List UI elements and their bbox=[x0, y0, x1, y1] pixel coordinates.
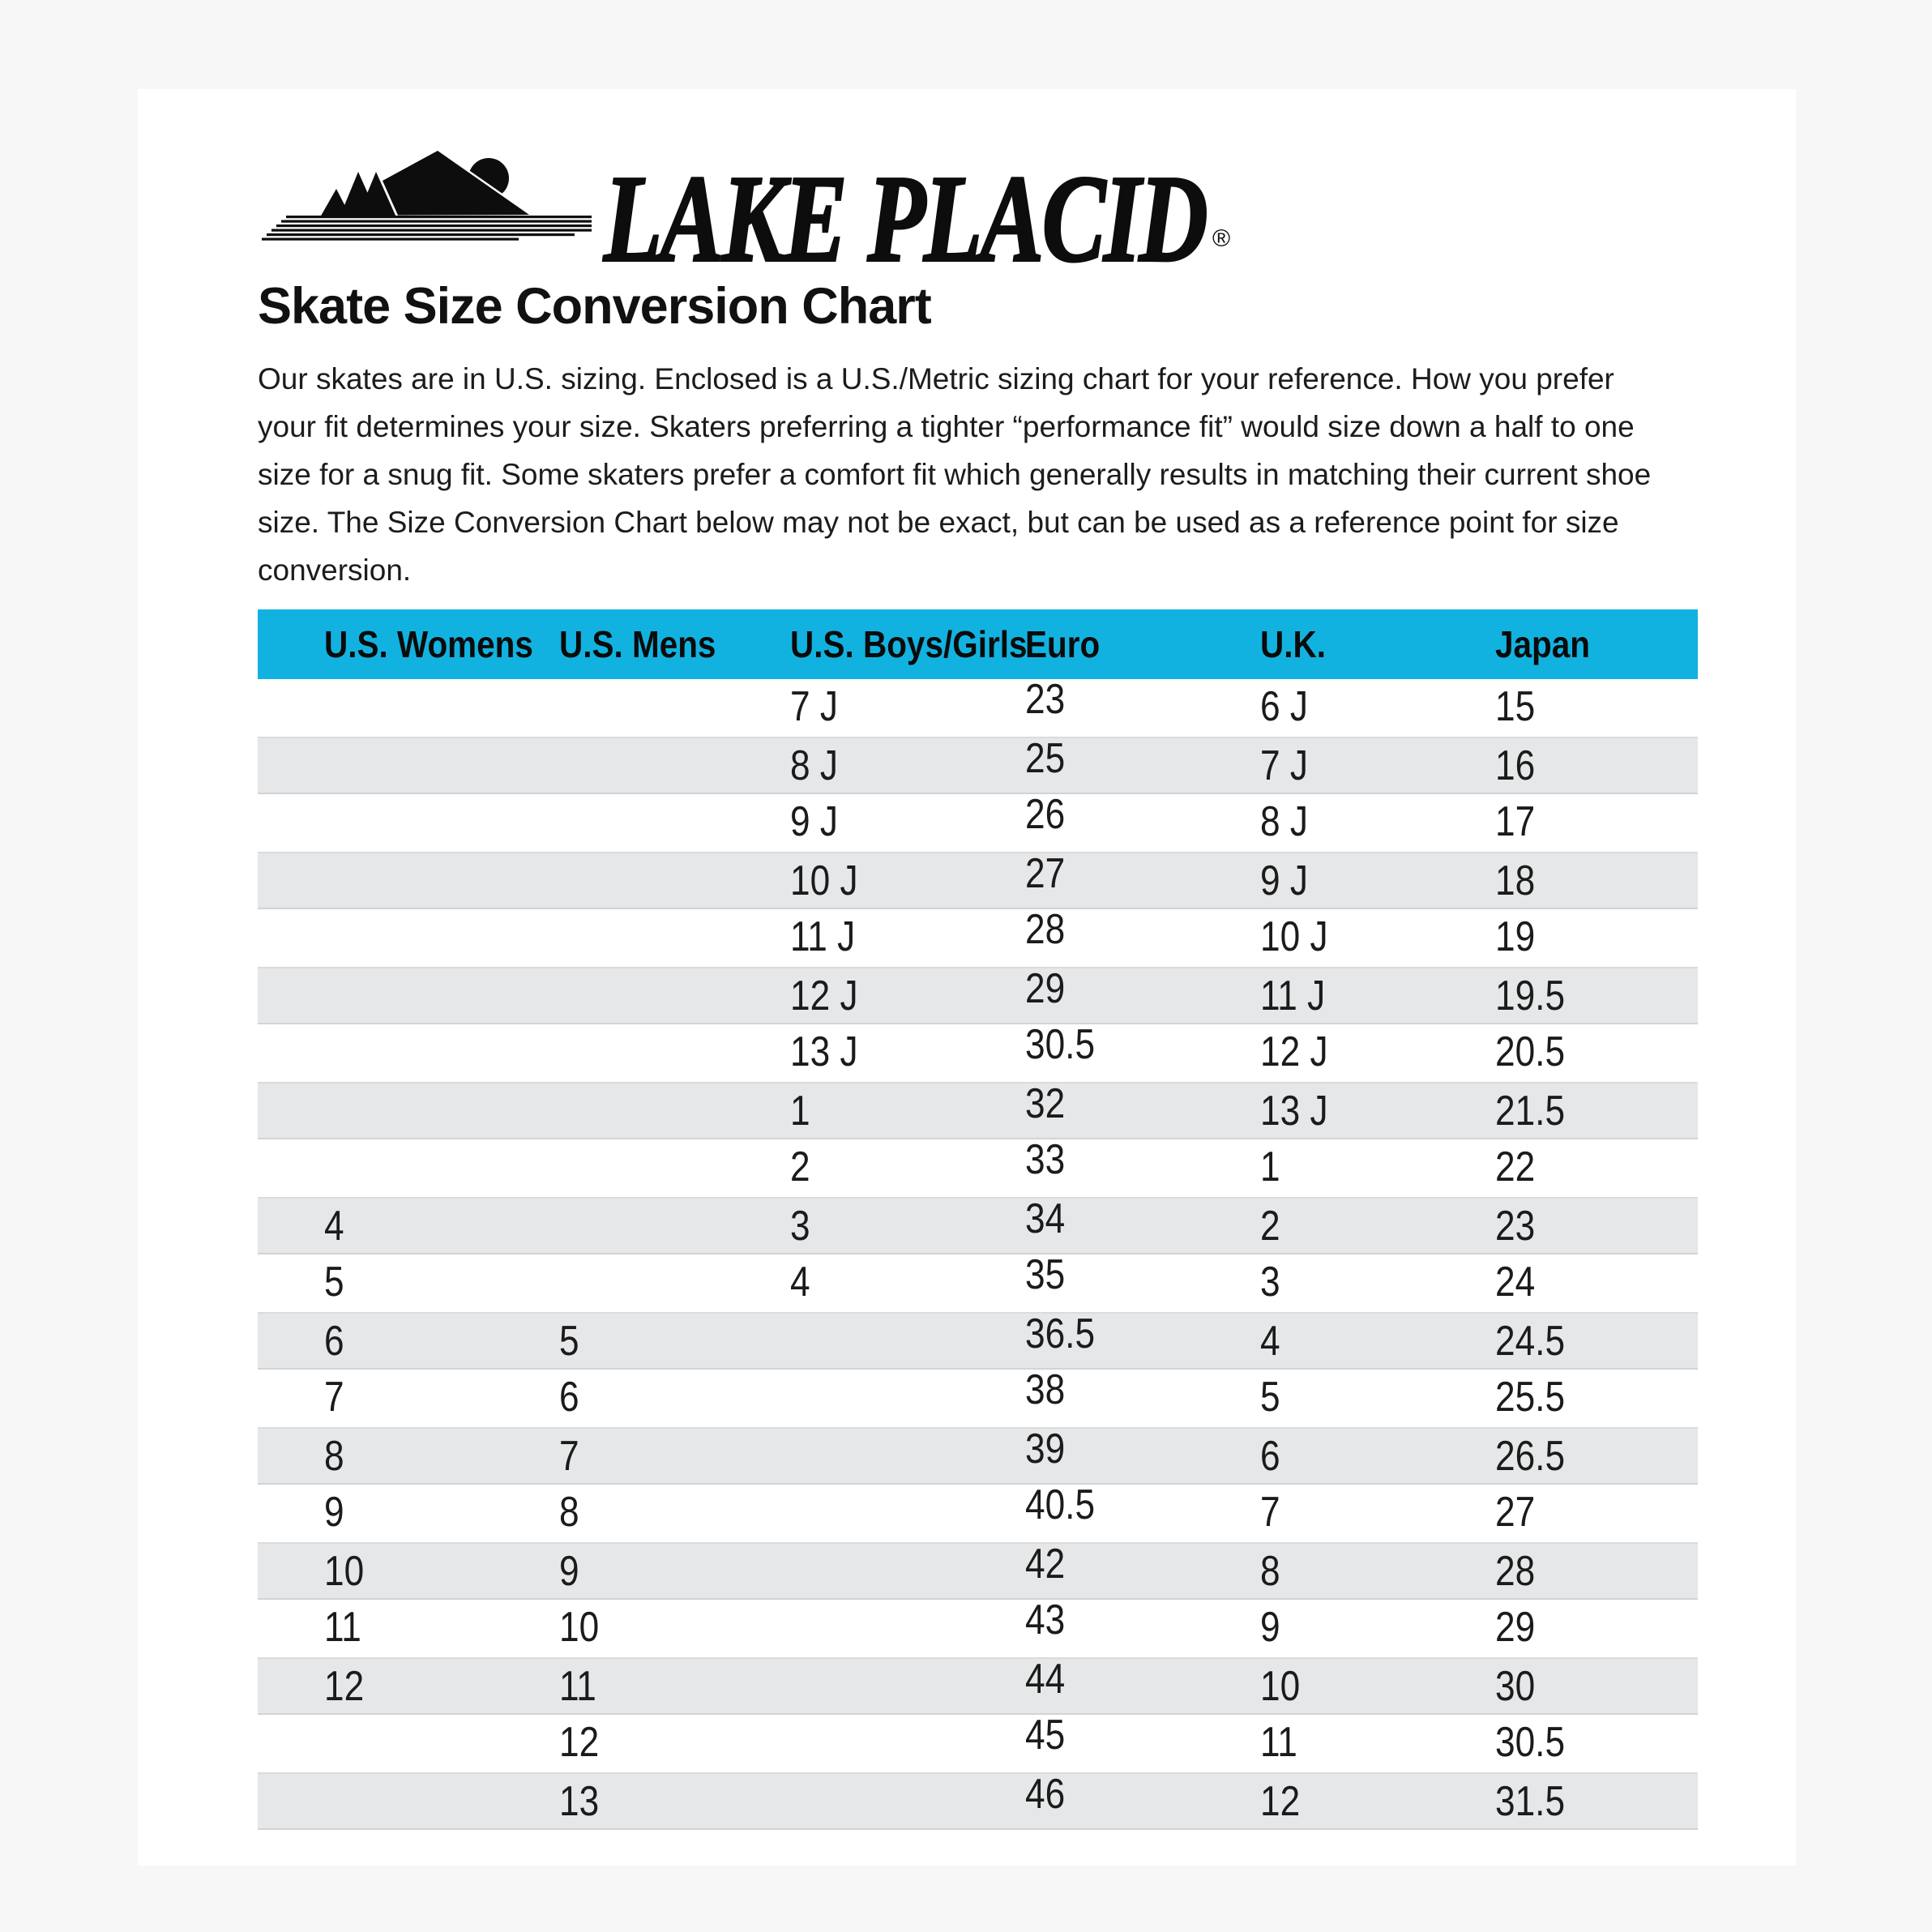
table-cell: 4 bbox=[790, 1259, 810, 1306]
table-cell: 3 bbox=[1260, 1259, 1280, 1306]
table-row bbox=[258, 1251, 1698, 1312]
table-cell: 8 J bbox=[1260, 798, 1308, 845]
table-cell: 29 bbox=[1025, 965, 1066, 1012]
table-cell: 12 J bbox=[790, 972, 858, 1019]
table-cell: 2 bbox=[790, 1143, 810, 1190]
table-row bbox=[258, 1596, 1698, 1657]
table-cell: 8 J bbox=[790, 742, 838, 789]
table-row bbox=[258, 1312, 1698, 1370]
table-cell: 17 bbox=[1495, 798, 1536, 845]
table-cell: 7 bbox=[559, 1433, 579, 1480]
intro-line: size. The Size Conversion Chart below may not be exact, but can be used as a reference point for size bbox=[258, 506, 1619, 539]
table-cell: 5 bbox=[1260, 1374, 1280, 1421]
table-cell: 10 bbox=[324, 1548, 365, 1595]
table-cell: 2 bbox=[1260, 1203, 1280, 1250]
table-row bbox=[258, 1082, 1698, 1139]
table-cell: 11 bbox=[1260, 1719, 1297, 1766]
table-cell: 33 bbox=[1025, 1136, 1066, 1183]
table-row bbox=[258, 852, 1698, 909]
table-cell: 23 bbox=[1495, 1203, 1536, 1250]
brand-logo bbox=[259, 128, 1264, 289]
intro-line: Our skates are in U.S. sizing. Enclosed is a U.S./Metric sizing chart for your reference. How you prefer bbox=[258, 362, 1614, 395]
table-cell: 21.5 bbox=[1495, 1088, 1566, 1135]
table-cell: 6 J bbox=[1260, 683, 1308, 730]
table-cell: 4 bbox=[324, 1203, 344, 1250]
table-cell: 35 bbox=[1025, 1251, 1066, 1298]
table-row bbox=[258, 1197, 1698, 1255]
page-title: Skate Size Conversion Chart bbox=[258, 278, 931, 335]
table-cell: 10 bbox=[559, 1604, 600, 1651]
table-row bbox=[258, 1772, 1698, 1830]
mountains-lake-icon bbox=[259, 128, 592, 254]
table-cell: 27 bbox=[1495, 1489, 1536, 1536]
column-header-us-mens: U.S. Mens bbox=[559, 623, 716, 665]
table-cell: 11 J bbox=[790, 913, 856, 960]
table-cell: 36.5 bbox=[1025, 1310, 1096, 1357]
intro-line: size for a snug fit. Some skaters prefer a comfort fit which generally results in matching their current shoe bbox=[258, 458, 1652, 491]
table-row bbox=[258, 1542, 1698, 1600]
table-cell: 31.5 bbox=[1495, 1778, 1566, 1825]
column-header-uk: U.K. bbox=[1260, 623, 1326, 665]
table-cell: 25 bbox=[1025, 735, 1066, 782]
table-cell: 9 bbox=[559, 1548, 579, 1595]
table-cell: 1 bbox=[1260, 1143, 1280, 1190]
table-row bbox=[258, 1712, 1698, 1772]
table-cell: 26 bbox=[1025, 791, 1066, 838]
table-cell: 6 bbox=[559, 1374, 579, 1421]
table-cell: 32 bbox=[1025, 1080, 1066, 1127]
table-cell: 45 bbox=[1025, 1712, 1066, 1759]
table-cell: 9 bbox=[324, 1489, 344, 1536]
table-cell: 30 bbox=[1495, 1663, 1536, 1710]
column-header-us-womens: U.S. Womens bbox=[324, 623, 533, 665]
table-cell: 44 bbox=[1025, 1656, 1066, 1703]
table-cell: 11 J bbox=[1260, 972, 1326, 1019]
table-cell: 6 bbox=[324, 1318, 344, 1365]
brand-wordmark: LAKE PLACID bbox=[604, 148, 1207, 289]
table-cell: 30.5 bbox=[1495, 1719, 1566, 1766]
table-cell: 7 bbox=[1260, 1489, 1280, 1536]
table-cell: 8 bbox=[559, 1489, 579, 1536]
table-cell: 12 bbox=[1260, 1778, 1301, 1825]
table-cell: 40.5 bbox=[1025, 1481, 1096, 1528]
intro-line: conversion. bbox=[258, 554, 412, 587]
table-cell: 18 bbox=[1495, 857, 1536, 904]
table-cell: 22 bbox=[1495, 1143, 1536, 1190]
table-cell: 25.5 bbox=[1495, 1374, 1566, 1421]
table-body bbox=[258, 676, 1698, 1830]
table-row bbox=[258, 1021, 1698, 1082]
table-row bbox=[258, 1136, 1698, 1197]
table-cell: 6 bbox=[1260, 1433, 1280, 1480]
table-cell: 28 bbox=[1025, 906, 1066, 953]
table-row bbox=[258, 967, 1698, 1024]
table-cell: 10 J bbox=[790, 857, 858, 904]
table-cell: 7 J bbox=[1260, 742, 1308, 789]
table-row bbox=[258, 737, 1698, 794]
table-row bbox=[258, 1657, 1698, 1715]
table-cell: 7 bbox=[324, 1374, 344, 1421]
table-cell: 13 bbox=[559, 1778, 600, 1825]
size-conversion-table bbox=[258, 609, 1698, 1830]
table-cell: 39 bbox=[1025, 1425, 1066, 1473]
column-header-japan: Japan bbox=[1495, 623, 1590, 665]
table-cell: 8 bbox=[324, 1433, 344, 1480]
table-row bbox=[258, 791, 1698, 852]
table-cell: 10 bbox=[1260, 1663, 1301, 1710]
column-header-us-boys-girls: U.S. Boys/Girls bbox=[790, 623, 1028, 665]
table-header bbox=[258, 609, 1698, 679]
table-cell: 29 bbox=[1495, 1604, 1536, 1651]
intro-line: your fit determines your size. Skaters preferring a tighter “performance fit” would size down a half to one bbox=[258, 410, 1635, 443]
table-cell: 24 bbox=[1495, 1259, 1536, 1306]
table-cell: 10 J bbox=[1260, 913, 1328, 960]
table-cell: 43 bbox=[1025, 1596, 1066, 1643]
table-cell: 5 bbox=[559, 1318, 579, 1365]
table-cell: 46 bbox=[1025, 1771, 1066, 1818]
table-cell: 9 J bbox=[1260, 857, 1308, 904]
table-cell: 1 bbox=[790, 1088, 810, 1135]
table-cell: 12 J bbox=[1260, 1028, 1328, 1075]
table-cell: 12 bbox=[324, 1663, 365, 1710]
table-cell: 13 J bbox=[1260, 1088, 1328, 1135]
table-cell: 13 J bbox=[790, 1028, 858, 1075]
table-row bbox=[258, 676, 1698, 737]
table-cell: 5 bbox=[324, 1259, 344, 1306]
intro-paragraph bbox=[258, 355, 1684, 594]
table-cell: 12 bbox=[559, 1719, 600, 1766]
table-cell: 38 bbox=[1025, 1366, 1066, 1413]
table-cell: 24.5 bbox=[1495, 1318, 1566, 1365]
table-cell: 3 bbox=[790, 1203, 810, 1250]
registered-trademark: ® bbox=[1212, 225, 1231, 252]
table-row bbox=[258, 1427, 1698, 1485]
table-cell: 11 bbox=[324, 1604, 361, 1651]
table-cell: 7 J bbox=[790, 683, 838, 730]
table-row bbox=[258, 1481, 1698, 1542]
table-cell: 4 bbox=[1260, 1318, 1280, 1365]
table-cell: 20.5 bbox=[1495, 1028, 1566, 1075]
table-cell: 19 bbox=[1495, 913, 1536, 960]
table-cell: 9 bbox=[1260, 1604, 1280, 1651]
column-header-euro: Euro bbox=[1025, 623, 1101, 665]
table-cell: 30.5 bbox=[1025, 1021, 1096, 1068]
table-cell: 8 bbox=[1260, 1548, 1280, 1595]
table-row bbox=[258, 1366, 1698, 1427]
table-cell: 26.5 bbox=[1495, 1433, 1566, 1480]
table-cell: 28 bbox=[1495, 1548, 1536, 1595]
table-row bbox=[258, 906, 1698, 967]
table-cell: 16 bbox=[1495, 742, 1536, 789]
table-cell: 34 bbox=[1025, 1195, 1066, 1242]
table-cell: 9 J bbox=[790, 798, 838, 845]
table-cell: 42 bbox=[1025, 1541, 1066, 1588]
table-cell: 19.5 bbox=[1495, 972, 1566, 1019]
table-cell: 15 bbox=[1495, 683, 1536, 730]
table-cell: 27 bbox=[1025, 850, 1066, 897]
table-cell: 11 bbox=[559, 1663, 596, 1710]
table-cell: 23 bbox=[1025, 676, 1066, 723]
